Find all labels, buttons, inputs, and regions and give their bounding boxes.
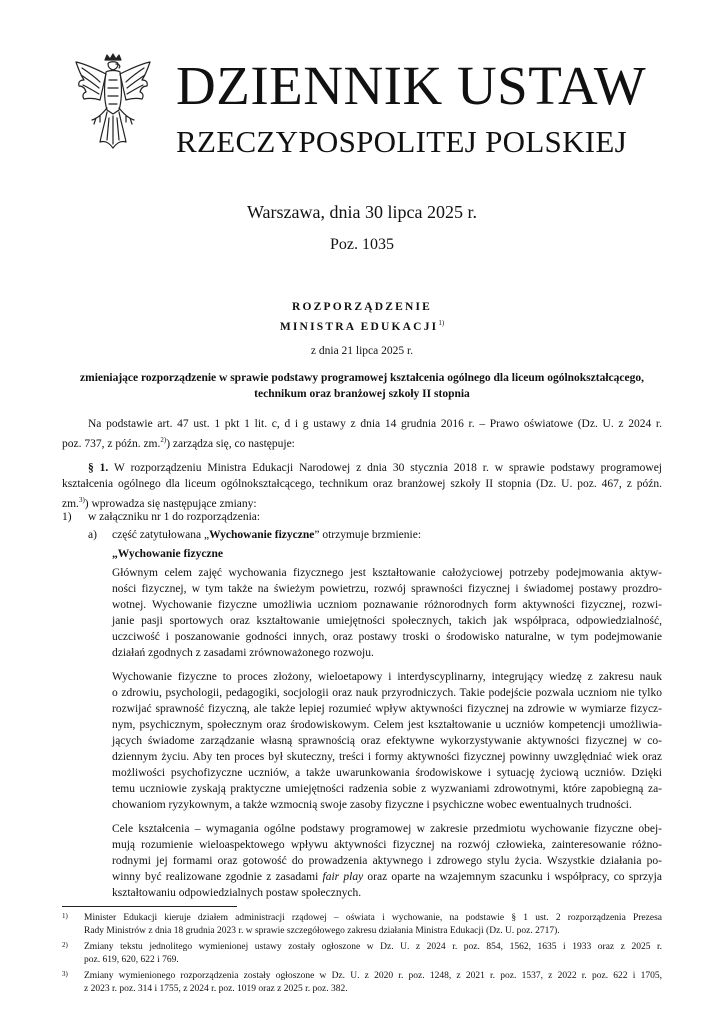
footnote-line: z 2023 r. poz. 314 i 1755, z 2024 r. poz. 1019 oraz z 2025 r. poz. 382. xyxy=(84,984,348,994)
paragraph-1-line: uczciwość i poszanowanie godności innych, oraz postawy troski o środowisko naturalne, w tym podejmowanie xyxy=(112,631,662,643)
section-marker: § 1. xyxy=(88,462,109,474)
footnote-line: Zmiany wymienionego rozporządzenia zostały ogłoszone w Dz. U. z 2020 r. poz. 1248, z 2021 r. poz. 1537, z 2022 r. poz. 622 i 1705, xyxy=(84,971,662,981)
act-date: z dnia 21 lipca 2025 r. xyxy=(310,345,414,357)
footnote-line: Rady Ministrów z dnia 18 grudnia 2023 r. w sprawie szczegółowego zakresu działania Ministra Edukacji (Dz. U. poz. 2717). xyxy=(84,926,560,936)
paragraph-2-line: temu uczniowie zyskają praktyczne umiejętności radzenia sobie z wyzwaniami zdrowotnymi, które zapobiegną za- xyxy=(112,783,662,795)
paragraph-2-line: możliwości psychofizyczne uczniów, a także uwarunkowania środowiskowe i sytuację życiową uczniów. Dzięki xyxy=(112,767,662,779)
footnote-ref-2: 2) xyxy=(160,436,167,444)
item-text: w załączniku nr 1 do rozporządzenia: xyxy=(88,511,261,523)
paragraph-2-line: o zdrowiu, psychologii, pedagogiki, socjologii oraz nauk przyrodniczych. Takie podejście pozwala uczniom nie tylko xyxy=(112,687,662,699)
act-type: ROZPORZĄDZENIE xyxy=(291,301,433,313)
footnote-ref-1: 1) xyxy=(438,319,445,327)
polish-eagle-emblem-icon xyxy=(72,52,154,152)
paragraph-1-line: janie pasji sportowych oraz kształtowanie umiejętności społecznych, takich jak współpraca, odpowiedzialność, xyxy=(112,615,662,627)
preamble-line: poz. 737, z późn. zm.$^{2)}$) zarządza się, co następuje: xyxy=(62,436,295,450)
paragraph-1-line: działań zgodnych z zasadami zrównoważonego rozwoju. xyxy=(112,647,374,659)
footnote-mark: 3) xyxy=(62,970,68,978)
paragraph-1-line: Głównym celem zajęć wychowania fizycznego jest kształtowanie całożyciowej potrzeby podejmowania aktyw- xyxy=(112,567,662,579)
item-number: 1) xyxy=(62,511,72,523)
footnote-separator xyxy=(62,906,237,907)
subitem-letter: a) xyxy=(88,529,97,541)
issue-position: Poz. 1035 xyxy=(330,236,394,253)
paragraph-1-line: wotnej. Wychowanie fizyczne umożliwia uczniom poznawanie różnorodnych form aktywności fizycznej, rozwi- xyxy=(112,599,662,611)
footnote-ref-3: 3) xyxy=(78,496,85,504)
section-1-line: kształcenia ogólnego dla liceum ogólnokształcącego, technikum oraz branżowej szkoły II stopnia (Dz. U. poz. 467, z późn. xyxy=(62,478,662,490)
section-1-line: § 1. W rozporządzeniu Ministra Edukacji Narodowej z dnia 30 stycznia 2018 r. w sprawie podstawy programowej xyxy=(88,462,662,474)
footnote-mark: 2) xyxy=(62,941,68,949)
act-subject-line: zmieniające rozporządzenie w sprawie podstawy programowej kształcenia ogólnego dla liceum ogólnokształcącego, xyxy=(80,372,644,384)
footnote-line: Zmiany tekstu jednolitego wymienionej ustawy zostały ogłoszone w Dz. U. z 2024 r. poz. 854, 1562, 1635 i 1933 oraz z 2025 r. xyxy=(84,942,662,952)
subitem-text: część zatytułowana „Wychowanie fizyczne” otrzymuje brzmienie: xyxy=(112,529,422,541)
issue-place-date: Warszawa, dnia 30 lipca 2025 r. xyxy=(247,202,477,222)
paragraph-3-line: rodnymi jej formami oraz gotowość do prowadzenia aktywnego i zdrowego stylu życia. Wszystkie działania po- xyxy=(112,855,662,867)
paragraph-2-line: dziennym życiu. Aby ten proces był skuteczny, treści i formy aktywności fizycznej powinny uwzględniać wiek oraz xyxy=(112,751,662,763)
paragraph-3-line: winny być realizowane zgodnie z zasadami fair play oraz oparte na wzajemnym szacunku i współpracy, co sprzyja xyxy=(112,871,662,883)
section-1-line: zm.$^{3)}$) wprowadza się następujące zmiany: xyxy=(62,496,257,510)
act-authority-name: MINISTRA EDUKACJI xyxy=(279,320,439,333)
paragraph-3-line: kształtowaniu odpowiedzialnych postaw społecznych. xyxy=(112,887,362,899)
paragraph-2-line: jących świadome zarządzanie własną sprawnością oraz efektywne wykorzystywanie aktywności fizycznej w co- xyxy=(112,735,662,747)
paragraph-2-line: Wychowanie fizyczne to proces złożony, wieloetapowy i interdyscyplinarny, integrujący wiedzę z zakresu nauk xyxy=(112,671,662,683)
quoted-heading: „Wychowanie fizyczne xyxy=(112,548,224,560)
paragraph-2-line: chowaniom ryzykownym, a także wzmocnią swoje zasoby fizyczne i psychiczne wobec ewentualnych trudności. xyxy=(112,799,632,811)
journal-subtitle: RZECZYPOSPOLITEJ POLSKIEJ xyxy=(176,124,628,159)
footnote-line: poz. 619, 620, 622 i 769. xyxy=(84,955,179,965)
footnote-mark: 1) xyxy=(62,912,68,920)
paragraph-2-line: nym, psychicznym, społecznym oraz środowiskowym. Celem jest kształtowanie u uczniów kompetencji umożliwia- xyxy=(112,719,662,731)
paragraph-2-line: rozwijać sprawność fizyczną, ale także lepiej rozumieć wpływ aktywności fizycznej na zdrowie w wymiarze fizycz- xyxy=(112,703,662,715)
preamble-line: Na podstawie art. 47 ust. 1 pkt 1 lit. c, d i g ustawy z dnia 14 grudnia 2016 r. – Prawo oświatowe (Dz. U. z 2024 r. xyxy=(88,418,662,430)
act-authority xyxy=(62,319,662,333)
paragraph-3-line: mują rozumienie wieloaspektowego wpływu aktywności fizycznej na rozwój człowieka, zainteresowanie różno- xyxy=(112,839,662,851)
act-subject-line: technikum oraz branżowej szkoły II stopnia xyxy=(254,388,470,400)
journal-title: DZIENNIK USTAW xyxy=(176,55,647,116)
italic-term: fair play xyxy=(322,871,364,883)
paragraph-1-line: ności fizycznej, w tym także na świeżym powietrzu, rozwój sprawności fizycznej i świadomej postawy prozdro- xyxy=(112,583,662,595)
footnote-line: Minister Edukacji kieruje działem administracji rządowej – oświata i wychowanie, na podstawie § 1 ust. 2 rozporządzenia Prezesa xyxy=(84,913,662,923)
paragraph-3-line: Cele kształcenia – wymagania ogólne podstawy programowej w zakresie przedmiotu wychowanie fizyczne obej- xyxy=(112,823,662,835)
